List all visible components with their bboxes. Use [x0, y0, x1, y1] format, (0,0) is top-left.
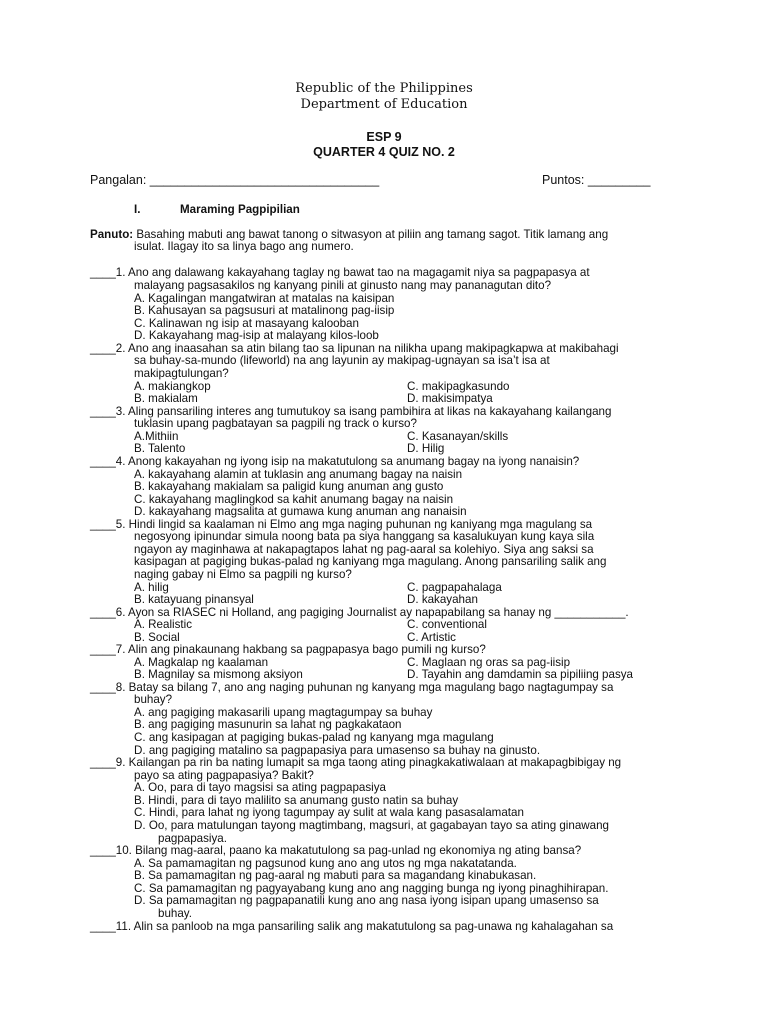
answer-choice: D. Hilig	[407, 442, 445, 455]
answer-choice: C. conventional	[407, 618, 487, 631]
answer-choice: D. kakayahan	[407, 593, 478, 606]
question-stem: ____5. Hindi lingid sa kaalaman ni Elmo ang mga naging puhunan ng kaniyang mga magulang sa	[90, 518, 593, 531]
question-stem: ____8. Batay sa bilang 7, ano ang naging puhunan ng kanyang mga magulang bago nagtagumpay sa	[90, 681, 614, 694]
answer-choice: D. Tayahin ang damdamin sa pipiliing pasya	[407, 668, 633, 681]
instructions-line-2: isulat. Ilagay ito sa linya bago ang numero.	[134, 240, 354, 253]
question-stem: ____10. Bilang mag-aaral, paano ka makatutulong sa pag-unlad ng ekonomiya ng ating bansa?	[90, 844, 582, 857]
question-stem: sa buhay-sa-mundo (lifeworld) na ang layunin ay makipag-ugnayan sa isa’t isa at	[134, 354, 550, 367]
answer-choice: A.Mithiin	[134, 430, 179, 443]
answer-choice: A. ang pagiging makasarili upang magtagumpay sa buhay	[134, 706, 433, 719]
question-stem: ____3. Aling pansariling interes ang tumutukoy sa isang pambihira at likas na kakayahang kailangang	[90, 405, 612, 418]
answer-choice: B. Kahusayan sa pagsusuri at matalinong pag-iisip	[134, 304, 395, 317]
answer-choice: C. pagpapahalaga	[407, 581, 502, 594]
question-stem: ____4. Anong kakayahan ng iyong isip na makatutulong sa anumang bagay na iyong nanaisin?	[90, 455, 580, 468]
answer-choice: B. Sa pamamagitan ng pag-aaral ng mabuti para sa magandang kinabukasan.	[134, 869, 537, 882]
answer-choice: B. katayuang pinansyal	[134, 593, 254, 606]
answer-choice: C. ang kasipagan at pagiging bukas-palad ng kanyang mga magulang	[134, 731, 494, 744]
question-stem: ____6. Ayon sa RIASEC ni Holland, ang pagiging Journalist ay napapabilang sa hanay ng ___________.	[90, 606, 629, 619]
score-field-label: Puntos: _________	[542, 173, 651, 187]
section-title: Maraming Pagpipilian	[180, 203, 300, 216]
answer-choice: D. makisimpatya	[407, 392, 493, 405]
answer-choice: D. Kakayahang mag-isip at malayang kilos-loob	[134, 329, 379, 342]
name-field-label: Pangalan: _________________________________	[90, 173, 380, 187]
answer-choice: A. Magkalap ng kaalaman	[134, 656, 269, 669]
answer-choice: A. Oo, para di tayo magsisi sa ating pagpapasiya	[134, 781, 386, 794]
answer-choice: C. Kasanayan/skills	[407, 430, 509, 443]
question-stem: makipagtulungan?	[134, 367, 229, 380]
answer-choice: D. ang pagiging matalino sa pagpapasiya para umasenso sa buhay na ginusto.	[134, 744, 541, 757]
answer-choice: B. kakayahang makialam sa paligid kung anuman ang gusto	[134, 480, 444, 493]
question-stem: ____11. Alin sa panloob na mga pansariling salik ang makatutulong sa pag-unawa ng kahalagahan sa	[90, 920, 614, 933]
answer-choice-continued: pagpapasiya.	[158, 832, 227, 845]
answer-choice: A. Realistic	[134, 618, 192, 631]
answer-choice-continued: buhay.	[158, 907, 192, 920]
answer-choice: C. Artistic	[407, 631, 456, 644]
answer-choice: A. Sa pamamagitan ng pagsunod kung ano ang utos ng mga nakatatanda.	[134, 857, 517, 870]
question-stem: malayang pagsasakilos ng kanyang pinili at ginusto nang may pananagutan dito?	[134, 279, 552, 292]
answer-choice: C. Sa pamamagitan ng pagyayabang kung ano ang nagging bunga ng iyong pinaghihirapan.	[134, 882, 609, 895]
answer-choice: B. Hindi, para di tayo malilito sa anumang gusto natin sa buhay	[134, 794, 459, 807]
answer-choice: D. kakayahang magsalita at gumawa kung anuman ang nanaisin	[134, 505, 467, 518]
question-stem: ____9. Kailangan pa rin ba nating lumapit sa mga taong ating pinagkakatiwalaan at makapagbibigay ng	[90, 756, 622, 769]
answer-choice: A. kakayahang alamin at tuklasin ang anumang bagay na naisin	[134, 468, 463, 481]
question-stem: ____2. Ano ang inaasahan sa atin bilang tao sa lipunan na nilikha upang makipagkapwa at makibahagi	[90, 342, 619, 355]
quiz-title: QUARTER 4 QUIZ NO. 2	[313, 145, 455, 159]
answer-choice: C. Hindi, para lahat ng iyong tagumpay ay sulit at wala kang pasasalamatan	[134, 806, 524, 819]
instructions-label: Panuto:	[90, 228, 134, 241]
answer-choice: D. Sa pamamagitan ng pagpapanatili kung ano ang nasa iyong isipan upang umasenso sa	[134, 894, 599, 907]
section-number: I.	[134, 203, 141, 216]
answer-choice: B. Magnilay sa mismong aksiyon	[134, 668, 303, 681]
question-stem: tuklasin upang pagbatayan sa pagpili ng track o kurso?	[134, 417, 417, 430]
answer-choice: C. kakayahang maglingkod sa kahit anumang bagay na naisin	[134, 493, 454, 506]
answer-choice: A. makiangkop	[134, 380, 211, 393]
answer-choice: C. makipagkasundo	[407, 380, 510, 393]
instructions-line-1: Panuto: Basahing mabuti ang bawat tanong o sitwasyon at piliin ang tamang sagot. Titik lamang ang	[90, 228, 609, 241]
question-stem: buhay?	[134, 693, 173, 706]
answer-choice: C. Maglaan ng oras sa pag-iisip	[407, 656, 571, 669]
answer-choice: B. Social	[134, 631, 180, 644]
answer-choice: B. ang pagiging masunurin sa lahat ng pagkakataon	[134, 718, 402, 731]
answer-choice: A. hilig	[134, 581, 169, 594]
question-stem: ____1. Ano ang dalawang kakayahang taglay ng bawat tao na magagamit niya sa pagpapasya at	[90, 266, 590, 279]
header-republic: Republic of the Philippines	[295, 81, 473, 96]
question-stem: naging gabay ni Elmo sa pagpili ng kurso?	[134, 568, 352, 581]
answer-choice: B. Talento	[134, 442, 186, 455]
question-stem: negosyong ipinundar simula noong bata pa siya hanggang sa kasalukuyan kung kaya sila	[134, 530, 595, 543]
answer-choice: B. makialam	[134, 392, 198, 405]
question-stem: kasipagan at pagiging bukas-palad ng kaniyang mga magulang. Anong pansariling salik ang	[134, 555, 607, 568]
question-stem: ngayon ay maginhawa at nakapagtapos lahat ng pag-aaral sa kolehiyo. Siya ang saksi sa	[134, 543, 594, 556]
answer-choice: D. Oo, para matulungan tayong magtimbang, magsuri, at gagabayan tayo sa ating ginawang	[134, 819, 609, 832]
question-stem: payo sa ating pagpapasiya? Bakit?	[134, 769, 314, 782]
answer-choice: A. Kagalingan mangatwiran at matalas na kaisipan	[134, 292, 395, 305]
header-department: Department of Education	[300, 97, 468, 112]
answer-choice: C. Kalinawan ng isip at masayang kalooban	[134, 317, 359, 330]
quiz-subject: ESP 9	[366, 130, 402, 144]
question-stem: ____7. Alin ang pinakaunang hakbang sa pagpapasya bago pumili ng kurso?	[90, 643, 486, 656]
